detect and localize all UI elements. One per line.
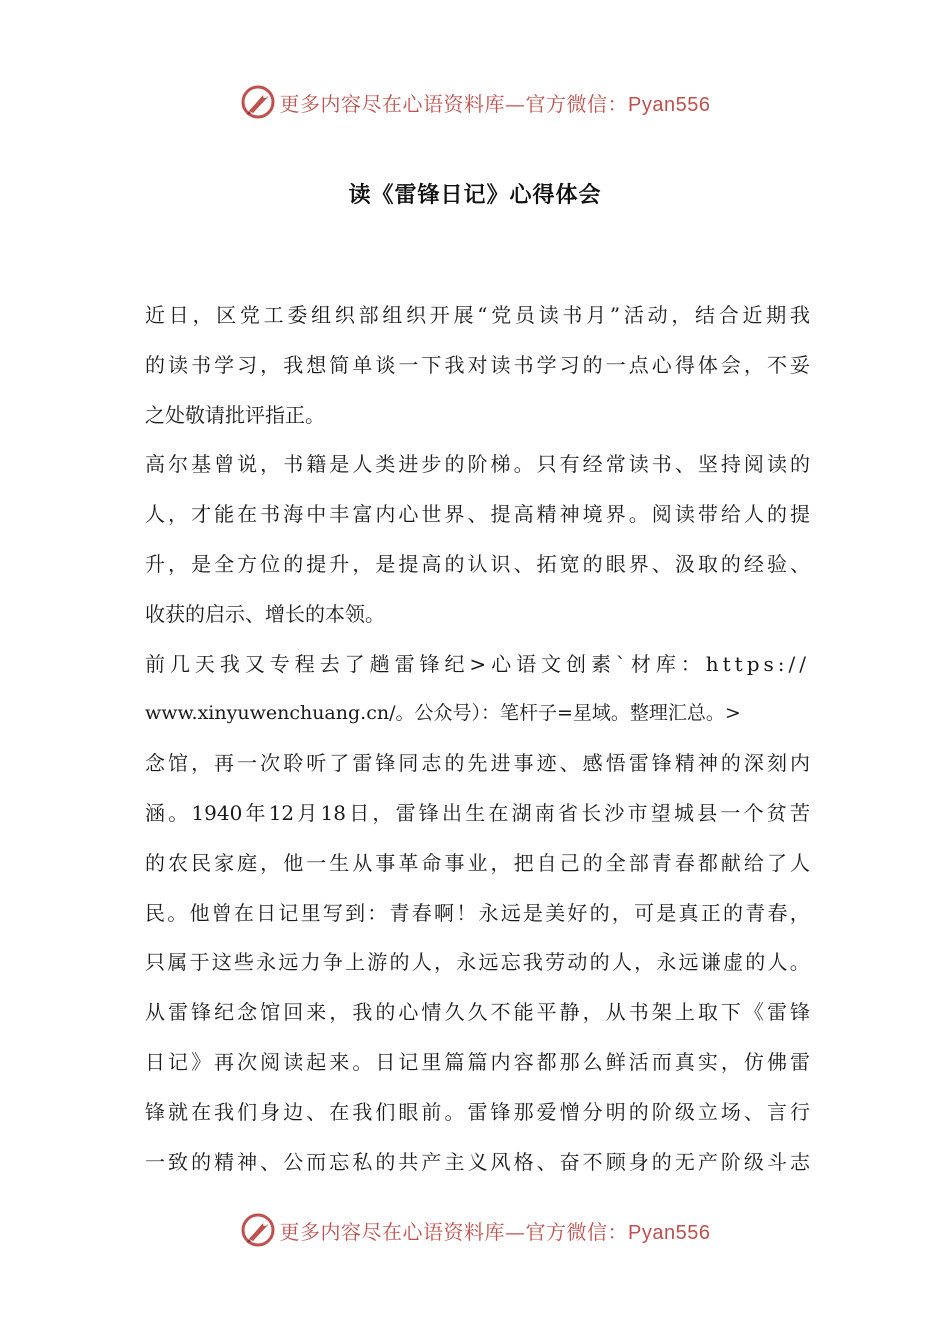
footer-banner-label: 更多内容尽在心语资料库—官方微信： — [279, 1219, 629, 1244]
body-line: 近日，区党工委组织部组织开展“党员读书月”活动，结合近期我 — [145, 303, 810, 327]
body-line: 一致的精神、公而忘私的共产主义风格、奋不顾身的无产阶级斗志 — [145, 1149, 810, 1174]
body-line: 的读书学习，我想简单谈一下我对读书学习的一点心得体会，不妥 — [145, 352, 810, 377]
body-line: 人，才能在书海中丰富内心世界、提高精神境界。阅读带给人的提 — [145, 502, 810, 527]
body-line: 念馆，再一次聆听了雷锋同志的先进事迹、感悟雷锋精神的深刻内 — [145, 751, 810, 776]
body-line: 锋就在我们身边、在我们眼前。雷锋那爱憎分明的阶级立场、言行 — [145, 1099, 810, 1124]
body-line: 的农民家庭，他一生从事革命事业，把自己的全部青春都献给了人 — [145, 850, 810, 875]
footer-wechat-id: Pyan556 — [628, 1221, 711, 1244]
header-banner-text — [280, 88, 711, 117]
pen-logo-icon — [240, 1212, 276, 1248]
document-body — [145, 291, 810, 1187]
header-wechat-id: Pyan556 — [628, 93, 711, 116]
body-line: 只属于这些永远力争上游的人，永远忘我劳动的人，永远谦虚的人。 — [145, 950, 810, 975]
body-line: 升，是全方位的提升，是提高的认识、拓宽的眼界、汲取的经验、 — [145, 551, 810, 576]
body-line: 民。他曾在日记里写到：青春啊！永远是美好的，可是真正的青春， — [145, 900, 810, 925]
body-line: www.xinyuwenchuang.cn/。公众号）：笔杆子=星域。整理汇总。> — [145, 702, 741, 725]
pen-logo-icon — [240, 84, 276, 120]
body-line: 从雷锋纪念馆回来，我的心情久久不能平静，从书架上取下《雷锋 — [145, 1000, 810, 1025]
body-line: 日记》再次阅读起来。日记里篇篇内容都那么鲜活而真实，仿佛雷 — [145, 1049, 810, 1074]
footer-watermark-banner — [0, 1210, 950, 1250]
body-line: 高尔基曾说，书籍是人类进步的阶梯。只有经常读书、坚持阅读的 — [145, 452, 810, 477]
body-line: 涵。1940年12月18日，雷锋出生在湖南省长沙市望城县一个贫苦 — [145, 800, 810, 825]
footer-banner-text — [280, 1216, 711, 1245]
body-line: 收获的启示、增长的本领。 — [145, 601, 385, 626]
document-title: 读《雷锋日记》心得体会 — [348, 183, 602, 208]
header-banner-label: 更多内容尽在心语资料库—官方微信： — [279, 91, 629, 116]
body-line: 前几天我又专程去了趟雷锋纪>心语文创素`材库：https:// — [145, 651, 810, 676]
header-watermark-banner — [0, 82, 950, 122]
body-line: 之处敬请批评指正。 — [145, 402, 325, 427]
